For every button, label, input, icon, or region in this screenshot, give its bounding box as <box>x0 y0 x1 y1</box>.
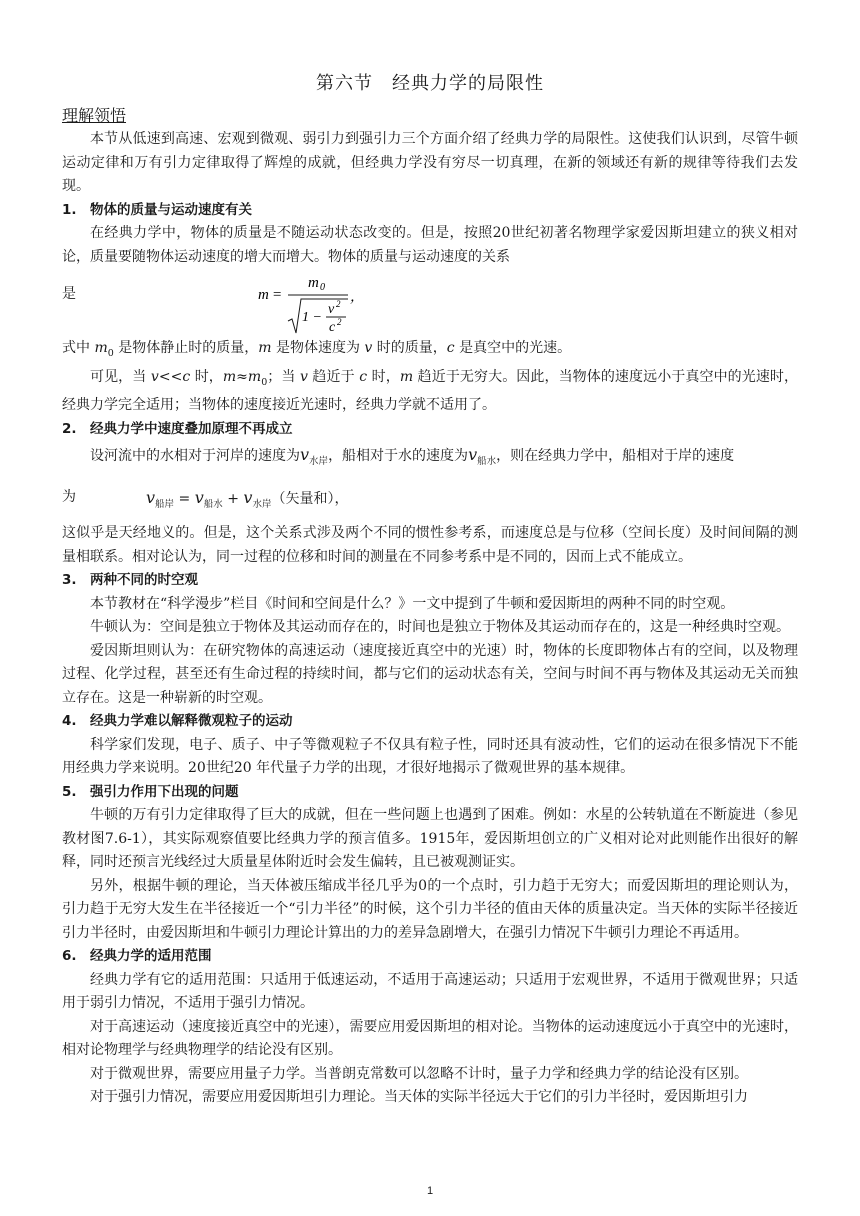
s3-paragraph-2: 牛顿认为：空间是独立于物体及其运动而存在的，时间也是独立于物体及其运动而存在的，这是一种经典时空观。 <box>90 619 790 635</box>
formula-numerator-sub: 0 <box>320 282 325 293</box>
page-number: 1 <box>426 1185 434 1197</box>
formula-numerator: m <box>308 275 319 291</box>
s6-paragraph-4: 对于强引力情况，需要应用爱因斯坦引力理论。当天体的实际半径远大于它们的引力半径时，爱因斯坦引力 <box>90 1089 748 1105</box>
relativistic-mass-formula <box>258 269 378 337</box>
s3-paragraph-1: 本节教材在“科学漫步”栏目《时间和空间是什么？》一文中提到了牛顿和爱因斯坦的两种不同的时空观。 <box>90 595 735 612</box>
formula-comma: ， <box>350 290 364 305</box>
s3-paragraph-3: 爱因斯坦则认为：在研究物体的高速运动（速度接近真空中的光速）时，物体的长度即物体占有的空间，以及物理过程、化学过程，甚至还有生命过程的持续时间，都与它们的运动状态有关，空间与时间不再与物体及其运动无关而独立存在。这是一种崭新的时空观。 <box>62 642 798 706</box>
document-body <box>62 104 798 1110</box>
heading-1: 1. 物体的质量与运动速度有关 <box>62 201 252 218</box>
formula-one-minus: 1 − <box>302 310 322 325</box>
formula-m: m <box>258 287 269 303</box>
formula-lead: 是 <box>62 286 76 302</box>
s6-paragraph-2: 对于高速运动（速度接近真空中的光速），需要应用爱因斯坦的相对论。当物体的运动速度远小于真空中的光速时，相对论物理学与经典物理学的结论没有区别。 <box>62 1018 798 1058</box>
formula-c: c <box>329 320 336 335</box>
s5-paragraph-2: 另外，根据牛顿的理论，当天体被压缩成半径几乎为0的一个点时，引力趋于无穷大；而爱因斯坦的理论则认为，引力趋于无穷大发生在半径接近一个“引力半径”的时候，这个引力半径的值由天体的质量决定。当天体的实际半径接近引力半径时，由爱因斯坦和牛顿引力理论计算出的力的差异急剧增大，在强引力情况下牛顿引力理论不再适用。 <box>62 877 798 941</box>
s6-paragraph-1: 经典力学有它的适用范围：只适用于低速运动，不适用于高速运动；只适用于宏观世界，不适用于微观世界；只适用于弱引力情况，不适用于强引力情况。 <box>62 971 798 1011</box>
s5-paragraph-1: 牛顿的万有引力定律取得了巨大的成就，但在一些问题上也遇到了困难。例如：水星的公转轨道在不断旋进（参见教材图7.6-1），其实际观察值要比经典力学的预言值多。1915年，爱因斯坦创立的广义相对论对此则能作出很好的解释，同时还预言光线经过大质量星体附近时会发生偏转，且已被观测证实。 <box>62 807 798 870</box>
mass-formula-row <box>62 269 798 337</box>
heading-2: 2. 经典力学中速度叠加原理不再成立 <box>62 420 293 437</box>
s1-paragraph-2: 式中 $m_0$ 是物体静止时的质量，m 是物体速度为 v 时的质量，c 是真空中的光速。 <box>62 340 572 359</box>
intro-paragraph: 本节从低速到高速、宏观到微观、弱引力到强引力三个方面介绍了经典力学的局限性。这使我们认识到，尽管牛顿运动定律和万有引力定律取得了辉煌的成就，但经典力学没有穷尽一切真理，在新的领域还有新的规律等待我们去发现。 <box>62 131 798 194</box>
velocity-addition-equation: $v_{船岸} = v_{船水} + v_{水岸}$（矢量和）， <box>146 488 349 510</box>
heading-3: 3. 两种不同的时空观 <box>62 572 198 588</box>
s2-paragraph-2: 这似乎是天经地义的。但是，这个关系式涉及两个不同的惯性参考系，而速度总是与位移（空间长度）及时间间隔的测量相联系。相对论认为，同一过程的位移和时间的测量在不同参考系中是不同的，因而上式不能成立。 <box>62 525 798 565</box>
formula-eq: = <box>272 287 283 303</box>
page-title: 第六节 经典力学的局限性 <box>316 73 544 94</box>
s2-paragraph-1: 设河流中的水相对于河岸的速度为$v_{水岸}$，船相对于水的速度为$v_{船水}$，则在经典力学中，船相对于岸的速度 <box>90 445 735 467</box>
formula-c-sq: 2 <box>337 317 342 327</box>
s4-paragraph-1: 科学家们发现，电子、质子、中子等微观粒子不仅具有粒子性，同时还具有波动性，它们的运动在很多情况下不能用经典力学来说明。20世纪20 年代量子力学的出现，才很好地揭示了微观世界的基本规律。 <box>62 736 798 776</box>
velocity-lead: 为 <box>62 489 76 505</box>
heading-5: 5. 强引力作用下出现的问题 <box>62 783 239 800</box>
s1-paragraph-1: 在经典力学中，物体的质量是不随运动状态改变的。但是，按照20世纪初著名物理学家爱因斯坦建立的狭义相对论，质量要随物体运动速度的增大而增大。物体的质量与运动速度的关系 <box>62 225 798 265</box>
formula-v: v <box>328 302 335 317</box>
section-heading: 理解领悟 <box>62 106 127 125</box>
formula-v-sq: 2 <box>336 299 341 309</box>
velocity-formula-row <box>62 476 798 522</box>
heading-4: 4. 经典力学难以解释微观粒子的运动 <box>62 713 293 729</box>
s6-paragraph-3: 对于微观世界，需要应用量子力学。当普朗克常数可以忽略不计时，量子力学和经典力学的结论没有区别。 <box>90 1065 748 1082</box>
heading-6: 6. 经典力学的适用范围 <box>62 948 212 964</box>
s1-paragraph-3: 可见，当 v<<c 时，$m\approx m_0$；当 v 趋近于 c 时，m 趋近于无穷大。因此，当物体的速度远小于真空中的光速时，经典力学完全适用；当物体的速度接近光速时，经典力学就不适用了。 <box>62 368 799 413</box>
